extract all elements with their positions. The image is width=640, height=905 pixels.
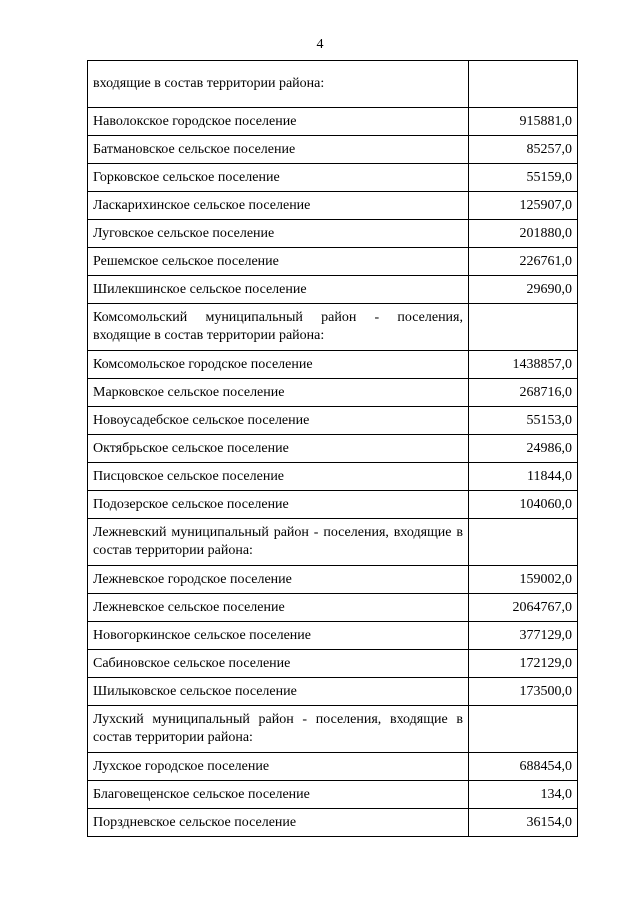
settlement-row (88, 650, 578, 678)
district-name-cell: Лухский муниципальный район - поселения, входящие в состав территории района: (88, 706, 469, 753)
district-header-row (88, 519, 578, 566)
amount-cell: 268716,0 (469, 379, 578, 407)
amount-cell: 36154,0 (469, 809, 578, 837)
settlement-name-cell: Писцовское сельское поселение (88, 463, 469, 491)
settlement-name-cell: Порздневское сельское поселение (88, 809, 469, 837)
amount-cell: 377129,0 (469, 622, 578, 650)
settlement-name-cell: Лежневское сельское поселение (88, 594, 469, 622)
amount-cell (469, 519, 578, 566)
settlement-name-cell: Батмановское сельское поселение (88, 136, 469, 164)
district-header-row (88, 304, 578, 351)
settlement-row (88, 781, 578, 809)
amount-cell: 55159,0 (469, 164, 578, 192)
settlement-name-cell: Лежневское городское поселение (88, 566, 469, 594)
district-header-row (88, 61, 578, 108)
settlement-row (88, 192, 578, 220)
settlement-row (88, 678, 578, 706)
amount-cell: 173500,0 (469, 678, 578, 706)
amount-cell (469, 304, 578, 351)
settlement-row (88, 566, 578, 594)
amount-cell: 55153,0 (469, 407, 578, 435)
settlement-row (88, 622, 578, 650)
settlement-row (88, 407, 578, 435)
settlement-row (88, 435, 578, 463)
amount-cell: 1438857,0 (469, 351, 578, 379)
amount-cell: 201880,0 (469, 220, 578, 248)
settlement-row (88, 108, 578, 136)
settlement-name-cell: Луговское сельское поселение (88, 220, 469, 248)
settlement-row (88, 753, 578, 781)
amount-cell: 104060,0 (469, 491, 578, 519)
page-number: 4 (316, 37, 324, 52)
amount-cell (469, 61, 578, 108)
settlement-row (88, 379, 578, 407)
amount-cell: 85257,0 (469, 136, 578, 164)
settlement-name-cell: Подозерское сельское поселение (88, 491, 469, 519)
settlement-name-cell: Наволокское городское поселение (88, 108, 469, 136)
amount-cell: 125907,0 (469, 192, 578, 220)
amount-cell: 24986,0 (469, 435, 578, 463)
settlement-name-cell: Новоусадебское сельское поселение (88, 407, 469, 435)
district-name-cell: Комсомольский муниципальный район - поселения, входящие в состав территории района: (88, 304, 469, 351)
settlement-row (88, 164, 578, 192)
settlement-row (88, 351, 578, 379)
amount-cell: 11844,0 (469, 463, 578, 491)
settlement-name-cell: Лухское городское поселение (88, 753, 469, 781)
settlement-name-cell: Благовещенское сельское поселение (88, 781, 469, 809)
settlement-name-cell: Новогоркинское сельское поселение (88, 622, 469, 650)
settlement-name-cell: Октябрьское сельское поселение (88, 435, 469, 463)
settlements-table (87, 60, 578, 837)
amount-cell: 688454,0 (469, 753, 578, 781)
settlement-name-cell: Ласкарихинское сельское поселение (88, 192, 469, 220)
amount-cell: 134,0 (469, 781, 578, 809)
settlement-name-cell: Комсомольское городское поселение (88, 351, 469, 379)
settlement-row (88, 809, 578, 837)
settlement-name-cell: Шилыковское сельское поселение (88, 678, 469, 706)
amount-cell: 29690,0 (469, 276, 578, 304)
settlement-row (88, 220, 578, 248)
settlement-row (88, 594, 578, 622)
amount-cell: 172129,0 (469, 650, 578, 678)
amount-cell: 915881,0 (469, 108, 578, 136)
district-name-cell: входящие в состав территории района: (88, 61, 469, 108)
district-name-cell: Лежневский муниципальный район - поселения, входящие в состав территории района: (88, 519, 469, 566)
settlement-row (88, 463, 578, 491)
amount-cell: 226761,0 (469, 248, 578, 276)
settlement-row (88, 248, 578, 276)
settlement-row (88, 136, 578, 164)
settlement-row (88, 491, 578, 519)
amount-cell: 2064767,0 (469, 594, 578, 622)
amount-cell (469, 706, 578, 753)
settlement-name-cell: Шилекшинское сельское поселение (88, 276, 469, 304)
district-header-row (88, 706, 578, 753)
settlement-name-cell: Сабиновское сельское поселение (88, 650, 469, 678)
table-body (88, 61, 578, 837)
settlement-row (88, 276, 578, 304)
settlement-name-cell: Решемское сельское поселение (88, 248, 469, 276)
settlement-name-cell: Горковское сельское поселение (88, 164, 469, 192)
amount-cell: 159002,0 (469, 566, 578, 594)
settlement-name-cell: Марковское сельское поселение (88, 379, 469, 407)
